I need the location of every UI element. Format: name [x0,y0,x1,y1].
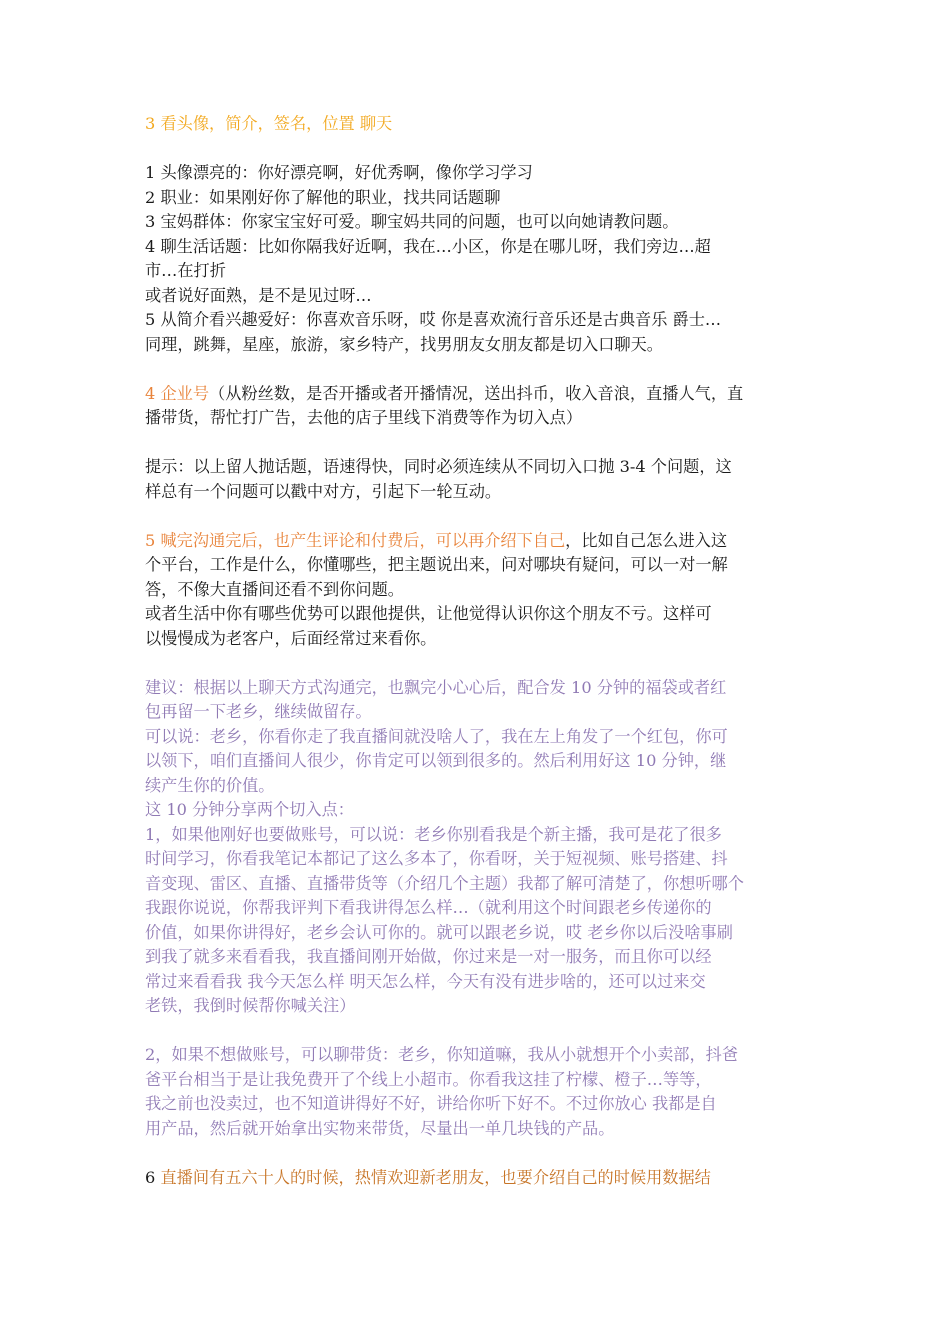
section-6-heading: 直播间有五六十人的时候，热情欢迎新老朋友，也要介绍自己的时候用数据结 [160,1167,711,1187]
advice-line: 到我了就多来看看我，我直播间刚开始做，你过来是一对一服务，而且你可以经 [145,947,712,966]
advice-line: 常过来看看我 我今天怎么样 明天怎么样，今天有没有进步啥的，还可以过来交 [145,971,706,991]
advice-section [145,676,813,1019]
advice-section-2 [145,1043,813,1141]
section-4-text: （从粉丝数，是否开播或者开播情况，送出抖币，收入音浪，直播人气，直 [209,383,744,403]
section-5-line: 或者生活中你有哪些优势可以跟他提供，让他觉得认识你这个朋友不亏。这样可 [145,604,712,623]
advice-line: 以领下，咱们直播间人很少，你肯定可以领到很多的。然后利用好这 10 分钟，继 [145,751,727,770]
section-4 [145,382,813,431]
section-5-line: 个平台，工作是什么，你懂哪些，把主题说出来，问对哪块有疑问，可以一对一解 [145,555,728,574]
section-3-line: 2 职业：如果刚好你了解他的职业，找共同话题聊 [145,187,501,207]
section-3-line: 5 从简介看兴趣爱好：你喜欢音乐呀，哎 你是喜欢流行音乐还是古典音乐 爵士… [145,310,722,329]
advice-line: 用产品，然后就开始拿出实物来带货，尽量出一单几块钱的产品。 [145,1118,615,1138]
section-4-heading: 4 企业号 [145,383,210,403]
advice-line: 爸平台相当于是让我免费开了个线上小超市。你看我这挂了柠檬、橙子…等等， [145,1069,712,1089]
advice-line: 可以说：老乡，你看你走了我直播间就没啥人了，我在左上角发了一个红包，你可 [145,726,728,746]
section-6-number: 6 [145,1167,161,1187]
section-3-line: 或者说好面熟，是不是见过呀… [145,285,372,305]
section-5-heading: 5 喊完沟通完后，也产生评论和付费后，可以再介绍下自己 [145,530,566,550]
advice-line: 续产生你的价值。 [145,775,275,795]
advice-line: 1，如果他刚好也要做账号，可以说：老乡你别看我是个新主播，我可是花了很多 [145,824,722,844]
advice-line: 这 10 分钟分享两个切入点： [145,800,354,819]
section-6 [145,1166,813,1191]
section-3-list [145,161,813,357]
section-6-line [145,1166,813,1191]
section-5 [145,529,813,652]
section-5-line [145,529,813,554]
section-4-line [145,382,813,407]
advice-line: 我之前也没卖过，也不知道讲得好不好，讲给你听下好不。不过你放心 我都是自 [145,1094,717,1113]
tip-paragraph [145,455,813,504]
advice-line: 音变现、雷区、直播、直播带货等（介绍几个主题）我都了解可清楚了，你想听哪个 [145,873,744,893]
advice-line: 包再留一下老乡，继续做留存。 [145,702,372,721]
section-5-line: 以慢慢成为老客户，后面经常过来看你。 [145,628,437,648]
section-4-line: 播带货，帮忙打广告，去他的店子里线下消费等作为切入点） [145,408,583,427]
advice-line: 建议：根据以上聊天方式沟通完，也飘完小心心后，配合发 10 分钟的福袋或者红 [145,677,727,697]
section-5-text: ，比如自己怎么进入这 [565,530,728,550]
section-3-line: 同理，跳舞，星座，旅游，家乡特产，找男朋友女朋友都是切入口聊天。 [145,334,663,354]
section-3-line: 4 聊生活话题：比如你隔我好近啊，我在…小区，你是在哪儿呀，我们旁边…超 [145,236,711,256]
section-5-line: 答，不像大直播间还看不到你问题。 [145,579,404,599]
tip-line: 提示：以上留人抛话题，语速得快，同时必须连续从不同切入口抛 3-4 个问题，这 [145,457,732,476]
document-body [145,112,813,1190]
section-3-heading: 3 看头像，简介，签名，位置 聊天 [145,114,393,133]
advice-line: 2，如果不想做账号，可以聊带货：老乡，你知道嘛，我从小就想开个小卖部，抖爸 [145,1045,739,1064]
section-3-line: 3 宝妈群体：你家宝宝好可爱。聊宝妈共同的问题，也可以向她请教问题。 [145,212,679,231]
advice-line: 老铁，我倒时候帮你喊关注） [145,996,356,1015]
advice-line: 价值，如果你讲得好，老乡会认可你的。就可以跟老乡说，哎 老乡你以后没啥事刷 [145,922,733,942]
section-3-line: 1 头像漂亮的：你好漂亮啊，好优秀啊，像你学习学习 [145,163,533,182]
tip-line: 样总有一个问题可以戳中对方，引起下一轮互动。 [145,481,502,501]
advice-line: 我跟你说说，你帮我评判下看我讲得怎么样…（就利用这个时间跟老乡传递你的 [145,898,712,917]
section-3-line: 市…在打折 [145,261,226,280]
advice-line: 时间学习，你看我笔记本都记了这么多本了，你看呀，关于短视频、账号搭建、抖 [145,849,728,868]
